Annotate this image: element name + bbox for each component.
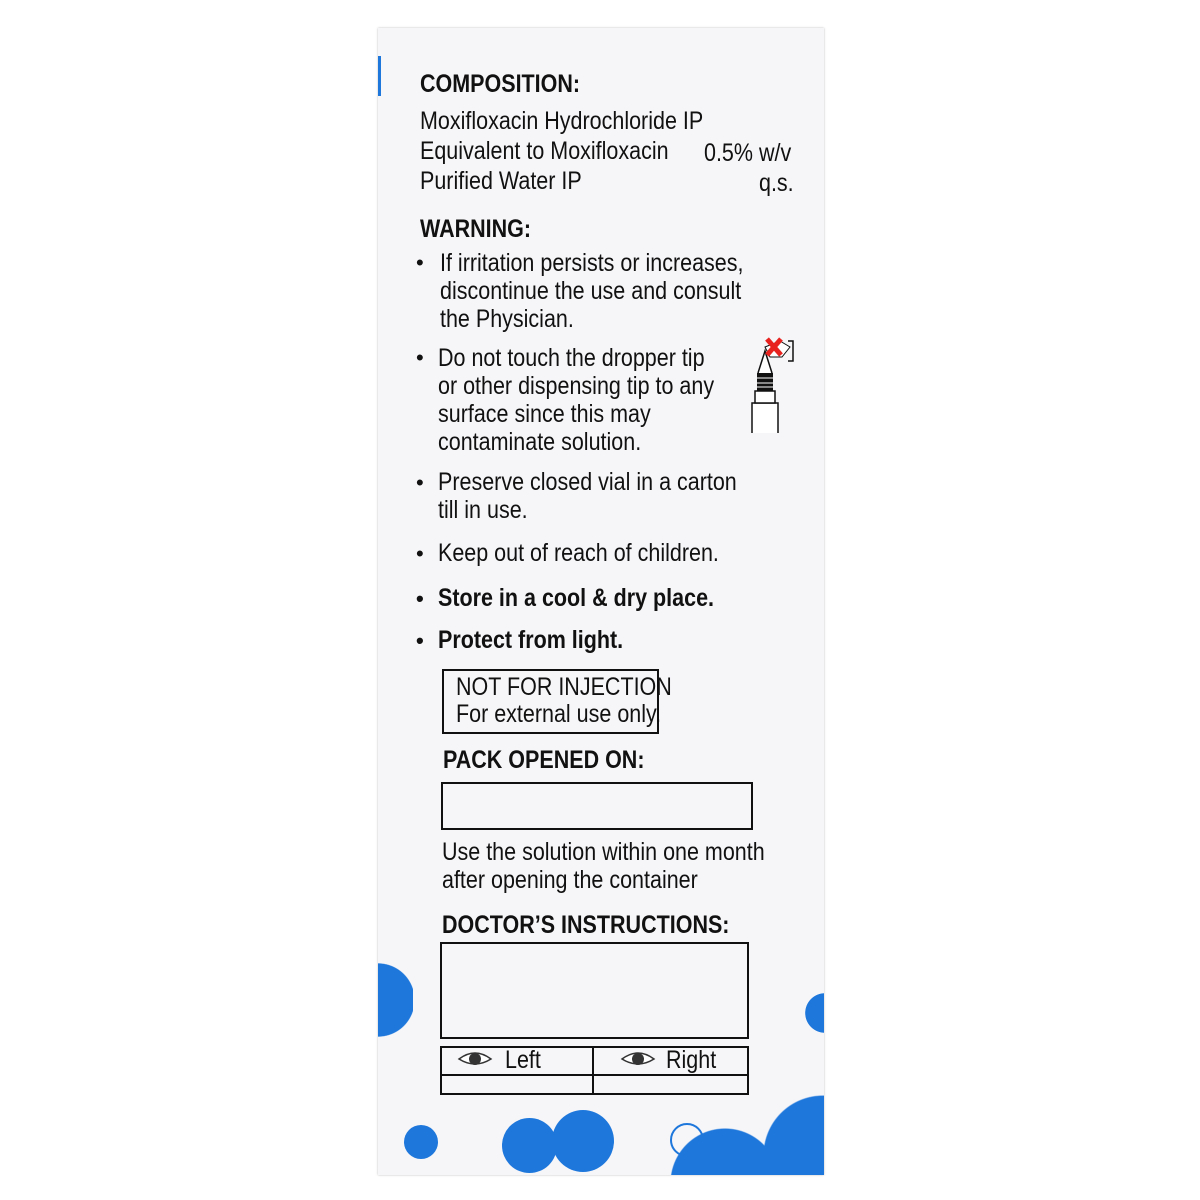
warning-text: till in use. bbox=[438, 496, 528, 524]
pack-opened-field bbox=[441, 782, 753, 830]
composition-line: Moxifloxacin Hydrochloride IP bbox=[420, 107, 704, 135]
table-divider bbox=[440, 1074, 748, 1076]
decor-circle bbox=[763, 1095, 824, 1175]
pack-note: after opening the container bbox=[442, 866, 698, 894]
decor-circle bbox=[552, 1110, 614, 1172]
left-eye-label: Left bbox=[505, 1046, 541, 1074]
bullet: • bbox=[416, 250, 424, 275]
warning-text: Do not touch the dropper tip bbox=[438, 344, 705, 372]
warning-text: Protect from light. bbox=[438, 626, 624, 654]
composition-heading: COMPOSITION: bbox=[420, 70, 581, 98]
bullet: • bbox=[416, 586, 424, 611]
dropper-no-touch-icon bbox=[745, 333, 800, 435]
eye-icon bbox=[620, 1050, 656, 1068]
table-divider bbox=[592, 1046, 594, 1093]
decor-circle bbox=[805, 993, 824, 1033]
warning-text: If irritation persists or increases, bbox=[440, 249, 744, 277]
decor-circle bbox=[378, 963, 413, 1038]
decor-edge bbox=[378, 56, 381, 96]
doctor-instructions-field bbox=[440, 942, 749, 1039]
decor-circle bbox=[502, 1118, 557, 1173]
doctor-heading: DOCTOR’S INSTRUCTIONS: bbox=[442, 911, 730, 939]
warning-text: contaminate solution. bbox=[438, 428, 642, 456]
bullet: • bbox=[416, 628, 424, 653]
composition-value: q.s. bbox=[759, 169, 794, 197]
eye-icon bbox=[457, 1050, 493, 1068]
warning-heading: WARNING: bbox=[420, 215, 532, 243]
warning-text: surface since this may bbox=[438, 400, 651, 428]
composition-line: Equivalent to Moxifloxacin bbox=[420, 137, 669, 165]
warning-text: the Physician. bbox=[440, 305, 574, 333]
warning-text: Preserve closed vial in a carton bbox=[438, 468, 737, 496]
bullet: • bbox=[416, 541, 424, 566]
injection-text: NOT FOR INJECTION bbox=[456, 673, 672, 701]
warning-text: Keep out of reach of children. bbox=[438, 539, 719, 567]
pack-note: Use the solution within one month bbox=[442, 838, 765, 866]
warning-text: discontinue the use and consult bbox=[440, 277, 742, 305]
decor-ring bbox=[670, 1123, 704, 1157]
injection-text: For external use only. bbox=[456, 700, 662, 728]
composition-value: 0.5% w/v bbox=[704, 139, 792, 167]
decor-circle bbox=[404, 1125, 438, 1159]
composition-line: Purified Water IP bbox=[420, 167, 582, 195]
pack-opened-heading: PACK OPENED ON: bbox=[443, 746, 645, 774]
bullet: • bbox=[416, 470, 424, 495]
warning-text: Store in a cool & dry place. bbox=[438, 584, 715, 612]
right-eye-label: Right bbox=[666, 1046, 717, 1074]
bullet: • bbox=[416, 345, 424, 370]
warning-text: or other dispensing tip to any bbox=[438, 372, 715, 400]
